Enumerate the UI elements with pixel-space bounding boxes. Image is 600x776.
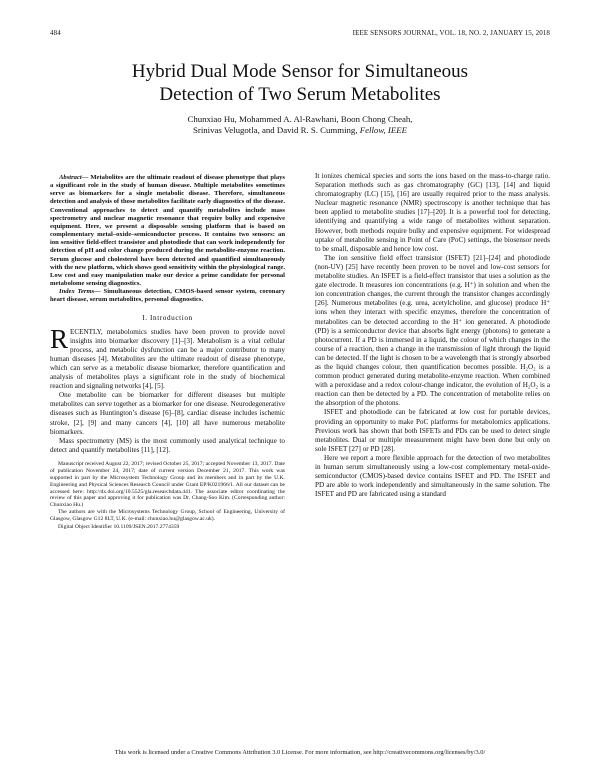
drop-cap: R xyxy=(50,323,69,354)
right-paragraph-2: The ion sensitive field effect transistor (ISFET) [21]–[24] and photodiode (non-UV) [25] have recently been proven to be novel and low-cost sensors for metabolite studies. An ISFET is a field-effect transistor that uses a solution as the gate electrode. It measures ion concentrations (e.g. H⁺) in solution and when the ion concentration changes, the current through the transistor changes accordingly [26]. Numerous metabolites (e.g. urea, acetylcholine, and glucose) produce H⁺ ions when they interact with specific enzymes, therefore the concentration of metabolites can be detected according to the H⁺ ion generated. A photodiode (PD) is a semiconductor device that absorbs light energy (photons) to generate a photocurrent. If a PD is immersed in a liquid, the colour of which changes in the course of a reaction, then a change in the transmission of light through the liquid can be detected. If the light is chosen to be a wavelength that is strongly absorbed as the liquid changes colour, then quantification becomes possible. H₂O₂ is a common product generated during metabolite-enzyme reaction. When combined with a peroxidase and a redox colour-change indicator, the evolution of H₂O₂ is a reaction can then be detected by a PD. The concentration of metabolite relies on the absorption of the photons. xyxy=(315,253,550,408)
index-terms-text: — Simultaneous detection, CMOS-based sensor system, coronary heart disease, serum metabolites, personal diagnostics. xyxy=(50,288,285,304)
abstract-label: Abstract xyxy=(59,174,82,181)
title-line-2: Detection of Two Serum Metabolites xyxy=(159,84,441,105)
fellow-title: Fellow, IEEE xyxy=(359,125,407,135)
intro-paragraph-1 xyxy=(50,323,285,392)
affiliation-note: The authors are with the Microsystems Technology Group, School of Engineering, University of Glasgow, Glasgow G12 8LT, U.K. (e-mail: chunxiao.hu@glasgow.ac.uk). xyxy=(50,509,285,523)
section-heading-introduction: I. Introduction xyxy=(142,313,193,322)
page-number: 484 xyxy=(50,29,61,37)
abstract xyxy=(50,174,285,288)
right-paragraph-3: ISFET and photodiode can be fabricated at low cost for portable devices, providing an opportunity to make PoC platforms for metabolomics applications. Previous work has shown that both ISFETs and PDs can be used to detect single metabolites. Dual or multiple measurement might have been done but only on sole ISFET [27] or PD [28]. xyxy=(315,408,550,453)
license-footer: This work is licensed under a Creative Commons Attribution 3.0 License. For more information, see http://creativecommons.org/licenses/by/3.0/ xyxy=(114,749,486,756)
left-column xyxy=(50,174,285,531)
authors-line-2 xyxy=(60,125,540,136)
index-terms xyxy=(50,288,285,304)
intro-paragraph-2: One metabolite can be biomarker for different diseases but multiple metabolites can serve together as a biomarker for one disease. Neurodegenerative diseases such as Huntington’s disease [6]–[8], cardiac disease includes ischemic stroke, [2], [9] and many cancers [4], [10] all have numerous metabolite biomarkers. xyxy=(50,391,285,436)
intro-paragraph-3: Mass spectrometry (MS) is the most commonly used analytical technique to detect and quantify metabolites [11], [12]. xyxy=(50,436,285,454)
paper-title xyxy=(50,60,550,106)
doi-note: Digital Object Identifier 10.1109/JSEN.2017.2774359 xyxy=(58,524,180,531)
index-terms-label: Index Terms xyxy=(59,288,95,296)
title-line-1: Hybrid Dual Mode Sensor for Simultaneous xyxy=(131,61,469,82)
right-column xyxy=(315,172,550,499)
intro-paragraph-1-text: ECENTLY, metabolomics studies have been proven to provide novel insights into biomarker discovery [1]–[3]. Metabolism is a vital cellular process, and metabolic dysfunction can be a major contributor to many human diseases [4]. Metabolites are the ultimate readout of disease phenotype, which can serve as a metabolic disease biomarker, therefore quantification and analysis of metabolites plays a significant role in the study of biochemical reaction and signaling networks [4], [5]. xyxy=(50,327,285,391)
first-page-footnote xyxy=(50,461,285,531)
abstract-text: — Metabolites are the ultimate readout of disease phenotype that plays a significant role in the study of human disease. Multiple metabolites sometimes serve as biomarkers for a single metabolic disease. Therefore, simultaneous detection and analysis of those metabolites facilitate early diagnostics of the disease. Conventional approaches to detect and quantify metabolites include mass spectrometry and nuclear magnetic resonance that require bulky and expensive equipment. Here, we present a disposable sensing platform that is based on complementary metal–oxide–semiconductor process. It contains two sensors: an ion sensitive field-effect transistor and photodiode that can work independently for detection of pH and color change produced during the metabolite-enzyme reaction. Serum glucose and cholesterol have been detected and quantified simultaneously with the new platform, which shows good sensitivity within the physiological range. Low cost and easy manipulation make our device a prime candidate for personal metabolome sensing diagnostics. xyxy=(50,174,285,288)
manuscript-note: Manuscript received August 22, 2017; revised October 25, 2017; accepted November 13, 2017. Date of publication November 24, 2017; date of current version December 21, 2017. This work was supported in part by the Microsystem Technology Group and its members and in part by the U.K. Engineering and Physical Sciences Research Council under Grant EP/K021966/1. All our dataset can be accessed here: http://dx.doi.org/10.5525/gla.researchdata.441. The associate editor coordinating the review of this paper and approving it for publication was Dr. Chang-Soo Kim. (Corresponding author: Chunxiao Hu.) xyxy=(50,460,285,509)
authors-line-2-text: Srinivas Velugotla, and David R. S. Cumming, xyxy=(193,125,358,135)
running-header xyxy=(50,29,550,39)
right-paragraph-1: It ionizes chemical species and sorts the ions based on the mass-to-charge ratio. Separation methods such as gas chromatography (GC) [13], [14] and liquid chromatography (LC) [15], [16] are usually required prior to the mass analysis. Nuclear magnetic resonance (NMR) spectroscopy is another technique that has been applied to metabolite studies [17]–[20]. It is a powerful tool for detecting, identifying and quantifying a wide range of metabolites without separation. However, both methods require bulky and expensive equipment. For widespread uptake of metabolite sensing in Point of Care (PoC) settings, the biosensor needs to be small, disposable and hence low cost. xyxy=(315,172,550,253)
journal-citation: IEEE SENSORS JOURNAL, VOL. 18, NO. 2, JANUARY 15, 2018 xyxy=(352,29,550,37)
right-paragraph-4: Here we report a more flexible approach for the detection of two metabolites in human serum simultaneously using a low-cost complementary metal-oxide-semiconductor (CMOS)-based device contains ISFET and PD. The ISFET and PD are able to work independently and simultaneously in the same solution. The ISFET and PD are fabricated using a standard xyxy=(315,453,550,499)
author-list xyxy=(60,114,540,136)
authors-line-1: Chunxiao Hu, Mohammed A. Al-Rawhani, Boon Chong Cheah, xyxy=(187,114,413,124)
